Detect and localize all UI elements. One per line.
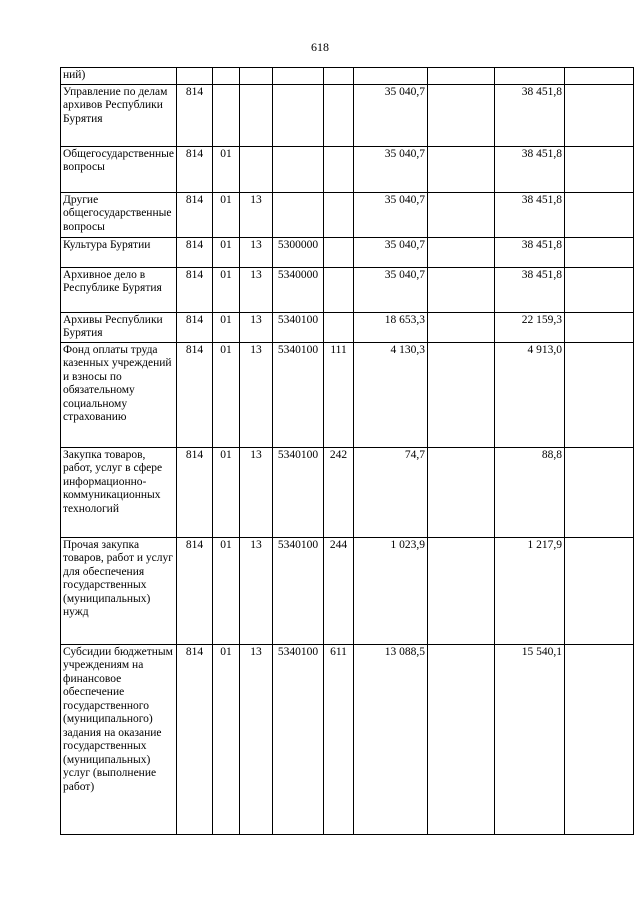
ved-code: 814 — [177, 312, 213, 342]
amount-year-2 — [495, 68, 565, 85]
empty-cell — [565, 84, 634, 146]
subsection-code: 13 — [240, 237, 273, 267]
empty-cell — [428, 267, 495, 312]
expense-type-code — [324, 312, 354, 342]
subsection-code: 13 — [240, 644, 273, 834]
target-article-code: 5300000 — [273, 237, 324, 267]
expense-type-code — [324, 267, 354, 312]
amount-year-2: 88,8 — [495, 447, 565, 537]
budget-table — [60, 67, 634, 835]
table-row — [61, 537, 634, 644]
empty-cell — [428, 644, 495, 834]
subsection-code — [240, 84, 273, 146]
section-code — [213, 84, 240, 146]
table-row — [61, 312, 634, 342]
row-name: Другие общегосударственные вопросы — [61, 192, 177, 237]
ved-code: 814 — [177, 192, 213, 237]
row-name: Управление по делам архивов Республики Бурятия — [61, 84, 177, 146]
row-name: Закупка товаров, работ, услуг в сфере информационно-коммуникационных технологий — [61, 447, 177, 537]
empty-cell — [428, 342, 495, 447]
subsection-code — [240, 68, 273, 85]
section-code: 01 — [213, 644, 240, 834]
empty-cell — [428, 537, 495, 644]
target-article-code: 5340100 — [273, 644, 324, 834]
section-code: 01 — [213, 312, 240, 342]
amount-year-1: 1 023,9 — [354, 537, 428, 644]
table-row — [61, 192, 634, 237]
expense-type-code: 242 — [324, 447, 354, 537]
subsection-code: 13 — [240, 267, 273, 312]
subsection-code: 13 — [240, 192, 273, 237]
empty-cell — [428, 312, 495, 342]
table-row — [61, 68, 634, 85]
section-code: 01 — [213, 537, 240, 644]
amount-year-1: 35 040,7 — [354, 267, 428, 312]
amount-year-2: 4 913,0 — [495, 342, 565, 447]
amount-year-2: 38 451,8 — [495, 192, 565, 237]
amount-year-1: 18 653,3 — [354, 312, 428, 342]
row-name: Культура Бурятии — [61, 237, 177, 267]
target-article-code — [273, 146, 324, 192]
empty-cell — [565, 312, 634, 342]
empty-cell — [428, 192, 495, 237]
table-row — [61, 84, 634, 146]
amount-year-2: 38 451,8 — [495, 267, 565, 312]
amount-year-2: 38 451,8 — [495, 237, 565, 267]
expense-type-code: 244 — [324, 537, 354, 644]
subsection-code: 13 — [240, 447, 273, 537]
section-code: 01 — [213, 192, 240, 237]
empty-cell — [565, 644, 634, 834]
ved-code: 814 — [177, 267, 213, 312]
table-row — [61, 146, 634, 192]
subsection-code — [240, 146, 273, 192]
amount-year-1: 35 040,7 — [354, 237, 428, 267]
ved-code: 814 — [177, 146, 213, 192]
empty-cell — [565, 68, 634, 85]
target-article-code: 5340100 — [273, 342, 324, 447]
target-article-code — [273, 192, 324, 237]
expense-type-code — [324, 84, 354, 146]
empty-cell — [565, 537, 634, 644]
empty-cell — [428, 68, 495, 85]
empty-cell — [565, 342, 634, 447]
amount-year-2: 1 217,9 — [495, 537, 565, 644]
amount-year-1: 13 088,5 — [354, 644, 428, 834]
target-article-code: 5340100 — [273, 447, 324, 537]
section-code: 01 — [213, 267, 240, 312]
ved-code: 814 — [177, 537, 213, 644]
target-article-code: 5340000 — [273, 267, 324, 312]
row-name: Фонд оплаты труда казенных учреждений и взносы по обязательному социальному страхованию — [61, 342, 177, 447]
empty-cell — [428, 146, 495, 192]
section-code: 01 — [213, 146, 240, 192]
amount-year-2: 38 451,8 — [495, 146, 565, 192]
expense-type-code — [324, 192, 354, 237]
expense-type-code — [324, 146, 354, 192]
ved-code: 814 — [177, 644, 213, 834]
section-code: 01 — [213, 237, 240, 267]
empty-cell — [565, 146, 634, 192]
amount-year-1: 35 040,7 — [354, 84, 428, 146]
table-row — [61, 267, 634, 312]
target-article-code: 5340100 — [273, 537, 324, 644]
amount-year-1: 4 130,3 — [354, 342, 428, 447]
section-code: 01 — [213, 342, 240, 447]
amount-year-2: 15 540,1 — [495, 644, 565, 834]
expense-type-code: 611 — [324, 644, 354, 834]
table-body — [61, 68, 634, 835]
empty-cell — [565, 267, 634, 312]
expense-type-code — [324, 237, 354, 267]
row-name: ний) — [61, 68, 177, 85]
empty-cell — [565, 237, 634, 267]
ved-code: 814 — [177, 237, 213, 267]
amount-year-1: 35 040,7 — [354, 192, 428, 237]
section-code — [213, 68, 240, 85]
ved-code — [177, 68, 213, 85]
amount-year-1: 35 040,7 — [354, 146, 428, 192]
amount-year-2: 38 451,8 — [495, 84, 565, 146]
row-name: Субсидии бюджетным учреждениям на финансовое обеспечение государственного (муниципального) задания на оказание государственных (муниципальных) услуг (выполнение работ) — [61, 644, 177, 834]
expense-type-code — [324, 68, 354, 85]
row-name: Архивы Республики Бурятия — [61, 312, 177, 342]
empty-cell — [428, 447, 495, 537]
subsection-code: 13 — [240, 312, 273, 342]
page-number: 618 — [311, 40, 329, 54]
target-article-code: 5340100 — [273, 312, 324, 342]
amount-year-1: 74,7 — [354, 447, 428, 537]
subsection-code: 13 — [240, 342, 273, 447]
subsection-code: 13 — [240, 537, 273, 644]
table-row — [61, 644, 634, 834]
row-name: Прочая закупка товаров, работ и услуг для обеспечения государственных (муниципальных) нужд — [61, 537, 177, 644]
row-name: Архивное дело в Республике Бурятия — [61, 267, 177, 312]
amount-year-1 — [354, 68, 428, 85]
ved-code: 814 — [177, 447, 213, 537]
expense-type-code: 111 — [324, 342, 354, 447]
section-code: 01 — [213, 447, 240, 537]
table-row — [61, 237, 634, 267]
table-row — [61, 447, 634, 537]
target-article-code — [273, 84, 324, 146]
table-row — [61, 342, 634, 447]
target-article-code — [273, 68, 324, 85]
ved-code: 814 — [177, 84, 213, 146]
empty-cell — [428, 237, 495, 267]
ved-code: 814 — [177, 342, 213, 447]
row-name: Общегосударственные вопросы — [61, 146, 177, 192]
empty-cell — [565, 447, 634, 537]
empty-cell — [565, 192, 634, 237]
amount-year-2: 22 159,3 — [495, 312, 565, 342]
empty-cell — [428, 84, 495, 146]
